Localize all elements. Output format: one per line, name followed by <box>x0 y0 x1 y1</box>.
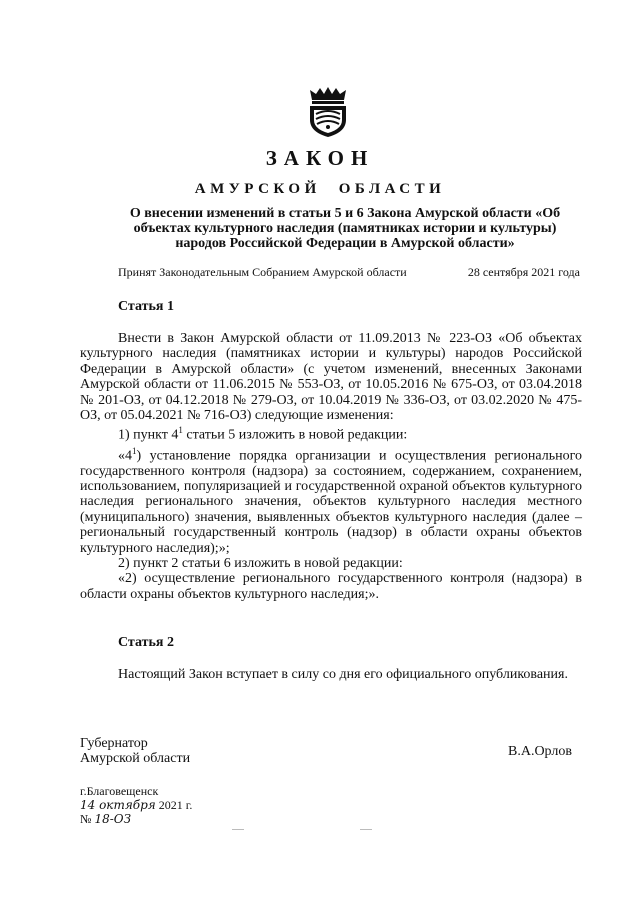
document-subtitle <box>0 181 640 198</box>
article-1-quote-1: «$4^1$) установление порядка организации и осуществления регионального государственного контроля (надзора) за состоянием, содержанием, сохранением, использованием, популяризацией и государственной охраной объектов культурного наследия регионального значения, объектов культурного наследия местного (муниципального) значения, выявленных объектов культурного наследия (далее – региональный государственный контроль (надзор) в области охраны объектов культурного наследия);»; <box>80 445 582 556</box>
signature-position-line-1: Губернатор <box>80 736 148 751</box>
article-2-text: Настоящий Закон вступает в силу со дня его официального опубликования. <box>118 667 568 682</box>
article-2-body <box>80 667 582 682</box>
article-1-intro: Внести в Закон Амурской области от 11.09.2013 № 223-ОЗ «Об объектах культурного наследия (памятниках истории и культуры) народов Российской Федерации в Амурской области» (с учетом изменений, внесенных Законами Амурской области от 11.06.2015 № 553-ОЗ, от 10.05.2016 № 675-ОЗ, от 03.04.2018 № 201-ОЗ, от 04.12.2018 № 279-ОЗ, от 10.04.2019 № 336-ОЗ, от 03.02.2020 № 475-ОЗ, от 05.04.2021 № 716-ОЗ) следующие изменения: <box>80 331 582 424</box>
signature-position <box>80 736 190 766</box>
article-1-item-1: 1) пункт $4^1$ статьи 5 изложить в новой редакции: <box>118 425 408 444</box>
law-name: О внесении изменений в статьи 5 и 6 Закона Амурской области «Об объектах культурного наследия (памятниках истории и культуры) народов Российской Федерации в Амурской области» <box>129 206 561 251</box>
scan-mark <box>232 829 244 830</box>
place-date-number <box>80 784 192 826</box>
law-number: № 18-ОЗ <box>80 812 132 826</box>
adoption-line <box>118 265 580 280</box>
article-1-quote-2: «2) осуществление регионального государственного контроля (надзора) в области охраны объектов культурного наследия;». <box>80 571 582 602</box>
signature-position-line-2: Амурской области <box>80 751 191 766</box>
coat-of-arms-icon <box>306 86 350 138</box>
document-title: ЗАКОН <box>265 146 375 170</box>
signature-name: В.А.Орлов <box>508 744 572 759</box>
subtitle-oblast: ОБЛАСТИ <box>338 181 446 197</box>
scan-mark <box>360 829 372 830</box>
article-2-heading: Статья 2 <box>118 635 174 650</box>
adoption-date: 28 сентября 2021 года <box>467 265 580 279</box>
signing-date: 14 октября 2021 г. <box>80 798 193 812</box>
city: г.Благовещенск <box>80 784 159 798</box>
subtitle-region: АМУРСКОЙ <box>194 181 321 197</box>
article-1-heading: Статья 1 <box>118 299 174 314</box>
article-1-item-2: 2) пункт 2 статьи 6 изложить в новой редакции: <box>118 556 403 571</box>
adoption-text: Принят Законодательным Собранием Амурской области <box>118 265 407 279</box>
handwritten-date: 14 октября <box>80 798 156 812</box>
article-1-body <box>80 331 582 602</box>
handwritten-number: 18-ОЗ <box>94 812 132 826</box>
